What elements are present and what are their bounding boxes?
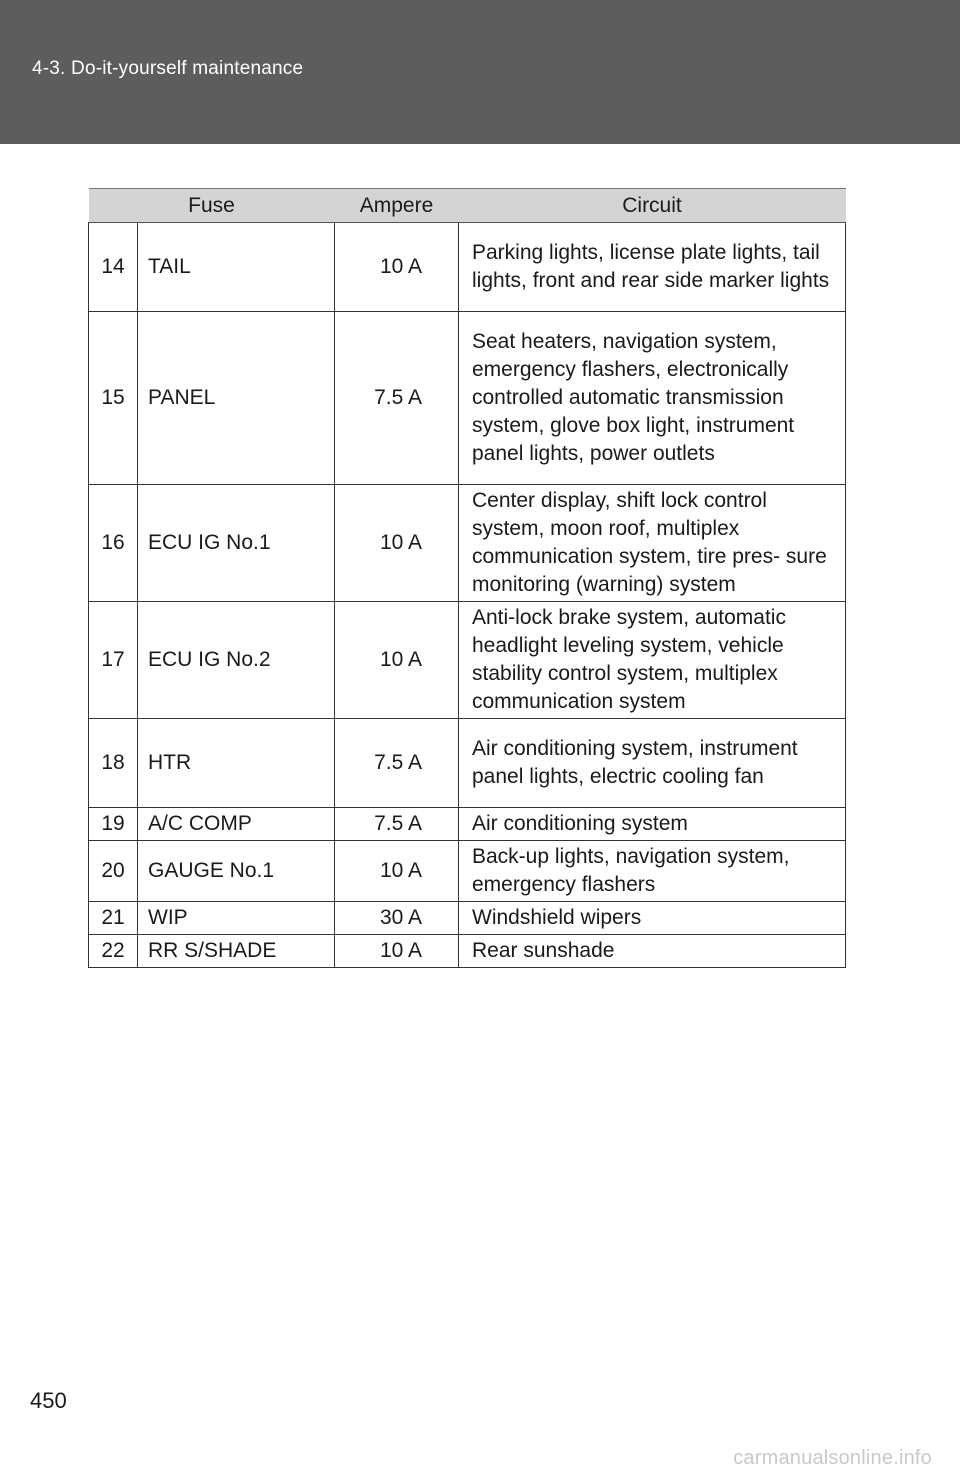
column-header-fuse: Fuse [89,189,335,223]
fuse-number: 21 [89,902,138,935]
table-header-row [89,189,846,223]
fuse-ampere: 10 A [335,841,459,902]
column-header-circuit: Circuit [459,189,846,223]
fuse-circuit: Anti-lock brake system, automatic headlight leveling system, vehicle stability control system, multiplex communication system [459,602,846,719]
fuse-ampere: 10 A [335,935,459,968]
fuse-name: GAUGE No.1 [138,841,335,902]
fuse-number: 18 [89,719,138,808]
fuse-number: 22 [89,935,138,968]
table-row [89,719,846,808]
table-row [89,312,846,485]
fuse-circuit: Rear sunshade [459,935,846,968]
fuse-ampere: 10 A [335,223,459,312]
table-row [89,902,846,935]
header-band [0,0,960,144]
fuse-ampere: 10 A [335,602,459,719]
fuse-name: A/C COMP [138,808,335,841]
section-title: 4-3. Do-it-yourself maintenance [32,58,304,79]
fuse-number: 15 [89,312,138,485]
fuse-name: ECU IG No.1 [138,485,335,602]
fuse-circuit: Seat heaters, navigation system, emergency flashers, electronically controlled automatic transmission system, glove box light, instrument panel lights, power outlets [459,312,846,485]
fuse-number: 14 [89,223,138,312]
fuse-ampere: 7.5 A [335,719,459,808]
fuse-name: HTR [138,719,335,808]
fuse-circuit: Air conditioning system, instrument panel lights, electric cooling fan [459,719,846,808]
fuse-name: PANEL [138,312,335,485]
fuse-ampere: 30 A [335,902,459,935]
fuse-name: ECU IG No.2 [138,602,335,719]
fuse-number: 16 [89,485,138,602]
fuse-number: 17 [89,602,138,719]
fuse-name: WIP [138,902,335,935]
fuse-ampere: 7.5 A [335,808,459,841]
fuse-circuit: Air conditioning system [459,808,846,841]
fuse-number: 20 [89,841,138,902]
fuse-circuit: Windshield wipers [459,902,846,935]
fuse-name: TAIL [138,223,335,312]
fuse-table [88,188,846,968]
fuse-circuit: Center display, shift lock control system, moon roof, multiplex communication system, tire pres- sure monitoring (warning) system [459,485,846,602]
column-header-ampere: Ampere [335,189,459,223]
table-row [89,223,846,312]
fuse-ampere: 10 A [335,485,459,602]
fuse-circuit: Back-up lights, navigation system, emergency flashers [459,841,846,902]
fuse-name: RR S/SHADE [138,935,335,968]
table-row [89,841,846,902]
table-row [89,808,846,841]
table-row [89,935,846,968]
table-row [89,485,846,602]
watermark-text: carmanualsonline.info [733,1447,932,1469]
page-number: 450 [30,1388,67,1413]
fuse-number: 19 [89,808,138,841]
fuse-ampere: 7.5 A [335,312,459,485]
fuse-circuit: Parking lights, license plate lights, tail lights, front and rear side marker lights [459,223,846,312]
table-row [89,602,846,719]
